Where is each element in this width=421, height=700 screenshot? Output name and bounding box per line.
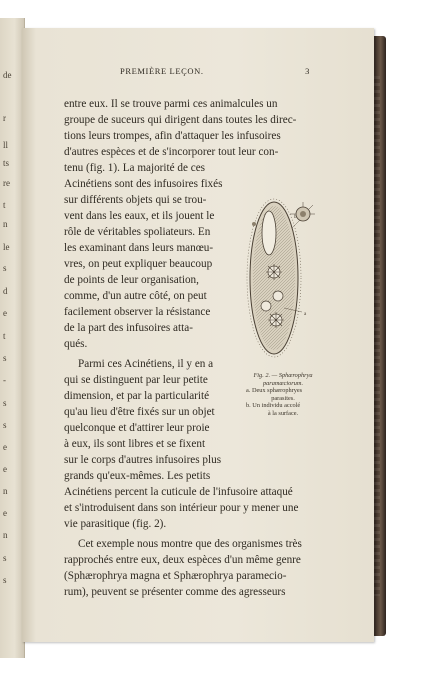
caption-item-b: b. Un individu accolé xyxy=(246,402,301,410)
margin-text: s xyxy=(3,420,7,430)
page-number: 3 xyxy=(305,66,310,76)
margin-text: r xyxy=(3,113,6,123)
text-line: groupe de suceurs qui dirigent dans toutes les direc- xyxy=(64,114,297,126)
text-line: de points de leur organisation, xyxy=(64,274,199,286)
margin-text: e xyxy=(3,464,7,474)
text-line: vres, on peut expliquer beaucoup xyxy=(64,258,213,270)
figure-label-b: b xyxy=(294,215,297,220)
text-line: qu'au lieu d'être fixés sur un objet xyxy=(64,406,215,418)
margin-text: n xyxy=(3,530,8,540)
text-line: tenu (fig. 1). La majorité de ces xyxy=(64,162,206,174)
text-line: vent dans les eaux, et ils jouent le xyxy=(64,210,215,222)
figure-caption xyxy=(242,372,324,418)
text-line: vie parasitique (fig. 2). xyxy=(64,518,167,530)
figure-label-a: a xyxy=(304,312,307,317)
margin-text: t xyxy=(3,331,6,341)
text-line: qués. xyxy=(64,338,88,350)
running-title: PREMIÈRE LEÇON. xyxy=(120,66,204,76)
text-line: rapprochés entre eux, deux espèces d'un même genre xyxy=(64,554,301,566)
text-line: d'autres espèces et de s'incorporer tout leur con- xyxy=(64,146,279,158)
margin-text: de xyxy=(3,70,12,80)
margin-text: le xyxy=(3,242,10,252)
text-line: rôle de véritables spoliateurs. En xyxy=(64,226,211,238)
text-line: grands qu'eux-mêmes. Les petits xyxy=(64,470,211,482)
text-line: et s'introduisent dans son intérieur pour y mener une xyxy=(64,502,299,514)
figure-illustration xyxy=(240,188,326,366)
text-line: facilement observer la résistance xyxy=(64,306,211,318)
margin-text: e xyxy=(3,442,7,452)
text-line: à eux, ils sont libres et se fixent xyxy=(64,438,206,450)
text-line: dimension, et par la particularité xyxy=(64,390,210,402)
text-line: de la part des infusoires atta- xyxy=(64,322,193,334)
margin-text: ts xyxy=(3,158,10,168)
text-line: quelconque et d'attirer leur proie xyxy=(64,422,210,434)
text-line: sur le corps d'autres infusoires plus xyxy=(64,454,222,466)
text-line: comme, d'un autre côté, on peut xyxy=(64,290,207,302)
margin-text: d xyxy=(3,286,8,296)
text-line: qui se distinguent par leur petite xyxy=(64,374,208,386)
caption-title: Fig. 2. — Sphærophrya xyxy=(253,372,313,379)
text-line: Acinétiens sont des infusoires fixés xyxy=(64,178,223,190)
margin-text: t xyxy=(3,200,6,210)
caption-item-a: a. Deux sphærophryes xyxy=(246,387,303,395)
text-line: Parmi ces Acinétiens, il y en a xyxy=(78,358,214,370)
running-header xyxy=(40,66,310,80)
caption-item-b-cont: à la surface. xyxy=(267,409,299,417)
margin-text: - xyxy=(3,375,6,385)
margin-text: n xyxy=(3,486,8,496)
margin-text: ll xyxy=(3,140,9,150)
paramecium-engraving xyxy=(240,188,326,366)
margin-text: e xyxy=(3,308,7,318)
text-line: rum), peuvent se présenter comme des agresseurs xyxy=(64,586,286,598)
margin-text: re xyxy=(3,178,10,188)
text-line: les examinant dans leurs manœu- xyxy=(64,242,214,254)
margin-text: s xyxy=(3,398,7,408)
text-line: Acinétiens percent la cuticule de l'infusoire attaqué xyxy=(64,486,293,498)
text-line: Cet exemple nous montre que des organismes très xyxy=(78,538,302,550)
margin-text: s xyxy=(3,263,7,273)
text-line: entre eux. Il se trouve parmi ces animalcules un xyxy=(64,98,278,110)
margin-text: s xyxy=(3,575,7,585)
caption-species: paramæciorum. xyxy=(262,379,304,387)
caption-item-a-cont: parasites. xyxy=(271,394,295,402)
margin-text: n xyxy=(3,219,8,229)
margin-text: s xyxy=(3,553,7,563)
text-line: tions leurs trompes, afin d'attaquer les infusoires xyxy=(64,130,281,142)
text-line: (Sphærophrya magna et Sphærophrya paramecio- xyxy=(64,570,287,582)
text-line: sur différents objets qui se trou- xyxy=(64,194,207,206)
margin-text: s xyxy=(3,353,7,363)
margin-text: e xyxy=(3,508,7,518)
